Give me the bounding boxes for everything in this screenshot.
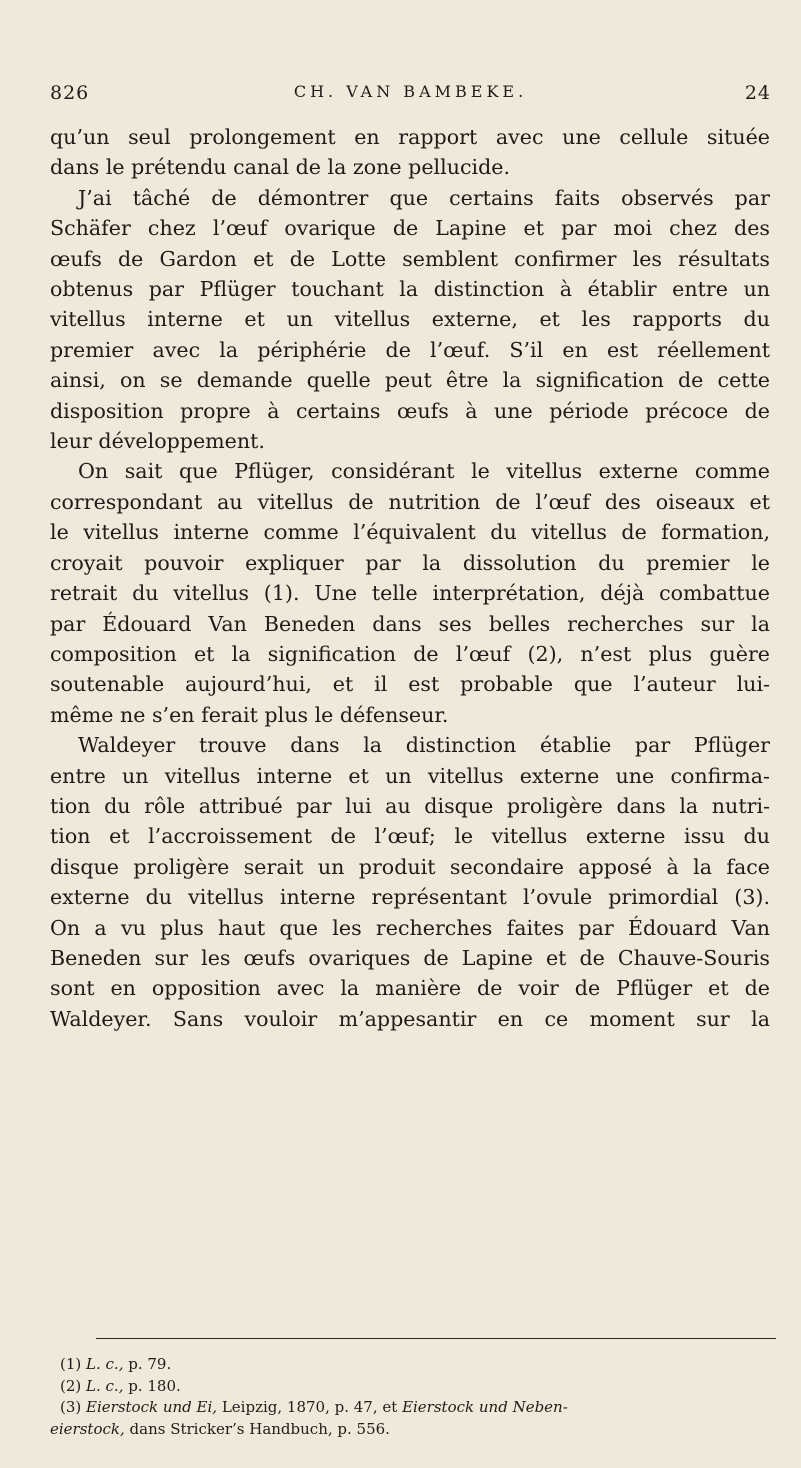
body-text (50, 122, 770, 1034)
text-line: le vitellus interne comme l’équivalent du vitellus de formation, (50, 520, 770, 545)
footnote-publication: Leipzig, 1870, p. 47, et (221, 1398, 398, 1416)
footnote-page: p. 79. (128, 1355, 172, 1373)
footnote-page: p. 180. (128, 1376, 181, 1395)
text-line: Beneden sur les œufs ovariques de Lapine et de Chauve-Souris (50, 945, 770, 970)
footnote-title: Eierstock und Neben- (402, 1398, 568, 1416)
text-line: même ne s’en ferait plus le défenseur. (50, 702, 449, 727)
text-line: Schäfer chez l’œuf ovarique de Lapine et par moi chez des (50, 216, 770, 241)
footnote-3 (50, 1397, 772, 1419)
footnotes (50, 1354, 772, 1440)
footnote-number: (1) (60, 1355, 82, 1373)
text-line: retrait du vitellus (1). Une telle interprétation, déjà combattue (50, 581, 770, 606)
footnote-number: (2) (60, 1376, 82, 1395)
text-line: croyait pouvoir expliquer par la dissolution du premier le (50, 550, 770, 575)
text-line: qu’un seul prolongement en rapport avec une cellule située (50, 125, 770, 149)
text-line: composition et la signification de l’œuf (2), n’est plus guère (50, 641, 770, 666)
text-line: dans le prétendu canal de la zone pellucide. (50, 155, 510, 180)
text-line: par Édouard Van Beneden dans ses belles recherches sur la (50, 611, 770, 636)
text-line: sont en opposition avec la manière de voir de Pflüger et de (50, 976, 770, 1001)
footnote-ref: L. c., (86, 1355, 124, 1373)
text-line: tion du rôle attribué par lui au disque proligère dans la nutri- (50, 793, 770, 818)
running-title: CH. VAN BAMBEKE. (293, 82, 528, 101)
footnote-publication: dans Stricker’s Handbuch, p. 556. (129, 1419, 390, 1438)
footnote-3-continued (50, 1419, 772, 1441)
text-line: On a vu plus haut que les recherches faites par Édouard Van (50, 915, 770, 940)
text-line: soutenable aujourd’hui, et il est probable que l’auteur lui- (50, 672, 770, 697)
footnote-2 (50, 1376, 772, 1398)
footnote-1 (50, 1354, 772, 1376)
text-line: ainsi, on se demande quelle peut être la signification de cette (50, 368, 770, 393)
text-line: tion et l’accroissement de l’œuf; le vitellus externe issu du (50, 824, 770, 849)
running-header (50, 82, 771, 108)
text-line: externe du vitellus interne représentant l’ovule primordial (3). (50, 885, 770, 910)
text-line: leur développement. (50, 429, 265, 454)
text-line: vitellus interne et un vitellus externe, et les rapports du (50, 307, 770, 332)
text-line: Waldeyer. Sans vouloir m’appesantir en ce moment sur la (50, 1006, 770, 1031)
text-line: entre un vitellus interne et un vitellus externe une confirma- (50, 763, 770, 788)
footnote-divider (96, 1338, 776, 1339)
text-line: On sait que Pflüger, considérant le vitellus externe comme (78, 459, 770, 484)
text-line: premier avec la périphérie de l’œuf. S’il en est réellement (50, 337, 770, 362)
section-number: 24 (744, 82, 771, 104)
text-line: œufs de Gardon et de Lotte semblent confirmer les résultats (50, 246, 770, 271)
footnote-ref: L. c., (86, 1376, 124, 1395)
text-line: disposition propre à certains œufs à une période précoce de (50, 398, 770, 423)
footnote-number: (3) (60, 1398, 82, 1416)
footnote-title: eierstock, (50, 1419, 125, 1438)
text-line: disque proligère serait un produit secondaire apposé à la face (50, 854, 770, 879)
text-line: obtenus par Pflüger touchant la distinction à établir entre un (50, 277, 770, 302)
text-line: correspondant au vitellus de nutrition de l’œuf des oiseaux et (50, 489, 770, 514)
page-number: 826 (50, 82, 90, 104)
text-line: J’ai tâché de démontrer que certains faits observés par (78, 185, 770, 210)
text-line: Waldeyer trouve dans la distinction établie par Pflüger (78, 733, 770, 758)
footnote-title: Eierstock und Ei, (86, 1398, 218, 1416)
